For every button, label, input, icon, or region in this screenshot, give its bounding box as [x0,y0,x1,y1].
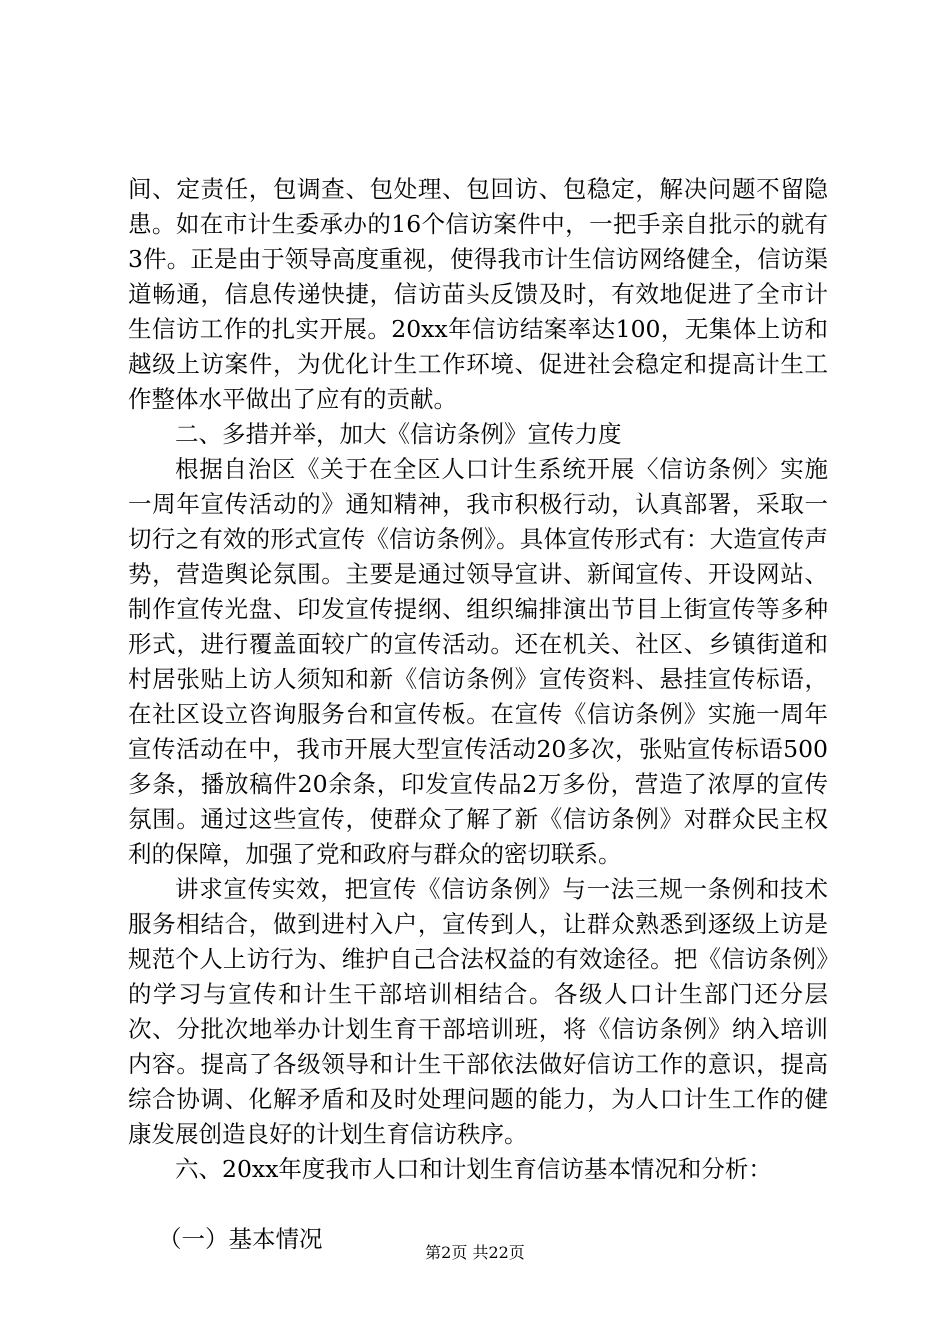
subsection-heading-basic: （一）基本情况 [158,1225,323,1253]
section-heading-two: 二、多措并举，加大《信访条例》宣传力度 [175,420,622,448]
page-footer: 第2页 共22页 [425,1243,525,1262]
document-body [128,172,828,1257]
paragraph-continuation: 间、定责任，包调查、包处理、包回访、包稳定，解决问题不留隐患。如在市计生委承办的16个信访案件中，一把手亲自批示的就有3件。正是由于领导高度重视，使得我市计生信访网络健全，信访渠道畅通，信息传递快捷，信访苗头反馈及时，有效地促进了全市计生信访工作的扎实开展。20xx年信访结案率达100，无集体上访和越级上访案件，为优化计生工作环境、促进社会稳定和提高计生工作整体水平做出了应有的贡献。 [128,175,828,413]
paragraph-publicity-forms: 根据自治区《关于在全区人口计生系统开展〈信访条例〉实施一周年宣传活动的》通知精神，我市积极行动，认真部署，采取一切行之有效的形式宣传《信访条例》。具体宣传形式有：大造宣传声势，营造舆论氛围。主要是通过领导宣讲、新闻宣传、开设网站、制作宣传光盘、印发宣传提纲、组织编排演出节目上街宣传等多种形式，进行覆盖面较广的宣传活动。还在机关、社区、乡镇街道和村居张贴上访人须知和新《信访条例》宣传资料、悬挂宣传标语，在社区设立咨询服务台和宣传板。在宣传《信访条例》实施一周年宣传活动在中，我市开展大型宣传活动20多次，张贴宣传标语500多条，播放稿件20余条，印发宣传品2万多份，营造了浓厚的宣传氛围。通过这些宣传，使群众了解了新《信访条例》对群众民主权利的保障，加强了党和政府与群众的密切联系。 [128,455,828,868]
section-heading-six: 六、20xx年度我市人口和计划生育信访基本情况和分析： [175,1155,772,1183]
paragraph-publicity-effect: 讲求宣传实效，把宣传《信访条例》与一法三规一条例和技术服务相结合，做到进村入户，宣传到人，让群众熟悉到逐级上访是规范个人上访行为、维护自己合法权益的有效途径。把《信访条例》的学习与宣传和计生干部培训相结合。各级人口计生部门还分层次、分批次地举办计划生育干部培训班，将《信访条例》纳入培训内容。提高了各级领导和计生干部依法做好信访工作的意识，提高综合协调、化解矛盾和及时处理问题的能力，为人口计生工作的健康发展创造良好的计划生育信访秩序。 [128,875,828,1148]
